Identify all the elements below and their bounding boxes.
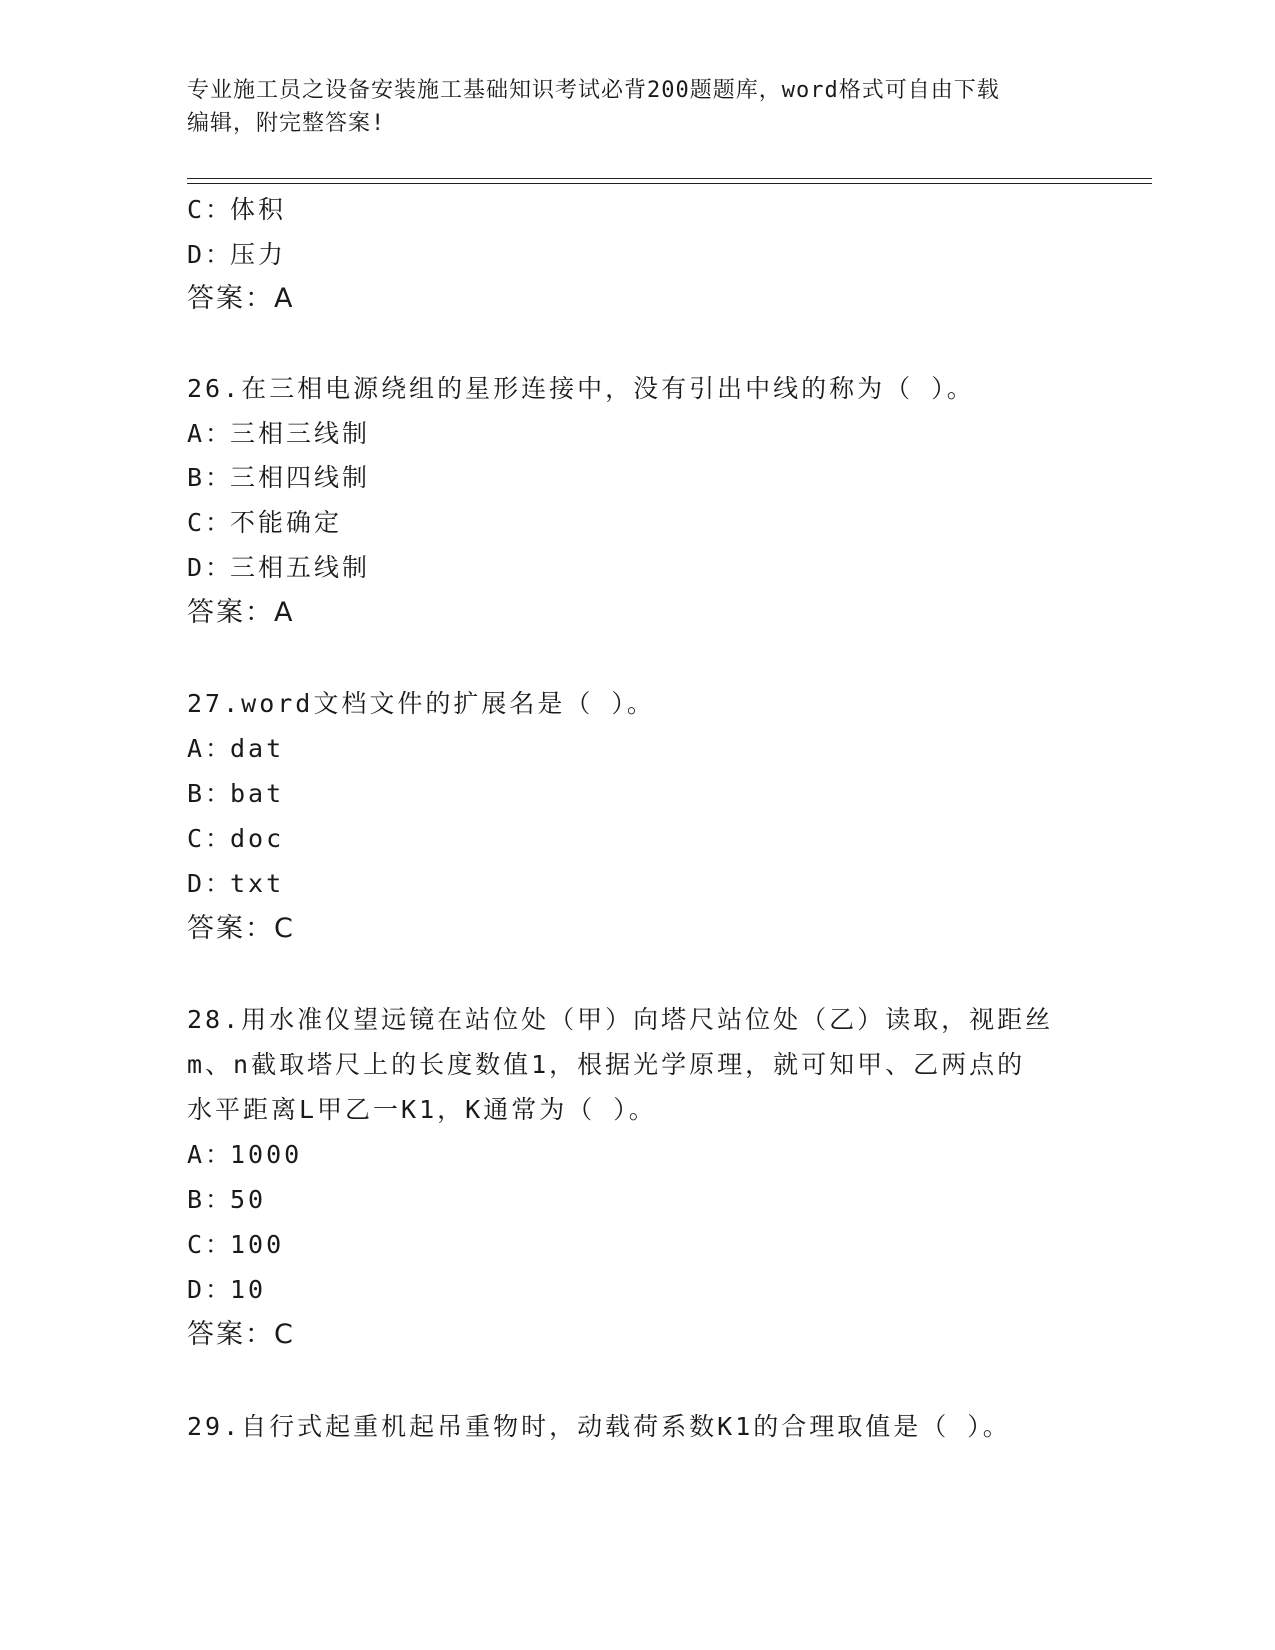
question-28-text-line-3: 水平距离L甲乙一K1，K通常为（ ）。	[187, 1095, 657, 1124]
prev-answer: 答案：A	[187, 283, 295, 314]
question-27-answer: 答案：C	[187, 913, 295, 944]
option-key: A：	[187, 419, 234, 448]
question-27-text: 27.word文档文件的扩展名是（ ）。	[187, 689, 655, 718]
option-text: 100	[230, 1230, 285, 1259]
option-text: 体积	[230, 195, 287, 224]
option-key: A：	[187, 734, 234, 763]
question-28-option-c	[187, 1230, 284, 1260]
header-divider-top	[187, 178, 1152, 179]
prev-option-c	[187, 195, 286, 225]
question-26-option-c	[187, 508, 342, 538]
option-key: B：	[187, 779, 234, 808]
option-text: 三相三线制	[230, 419, 371, 448]
option-text: 10	[230, 1275, 267, 1304]
document-header	[187, 74, 1067, 140]
question-28-text-line-1: 28.用水准仪望远镜在站位处（甲）向塔尺站位处（乙）读取，视距丝	[187, 1005, 1054, 1034]
option-key: D：	[187, 240, 234, 269]
header-title-line-2: 编辑，附完整答案!	[187, 111, 386, 136]
option-key: C：	[187, 1230, 234, 1259]
question-27-option-a	[187, 734, 284, 764]
option-key: D：	[187, 553, 234, 582]
question-28-text-line-2: m、n截取塔尺上的长度数值1，根据光学原理，就可知甲、乙两点的	[187, 1050, 1026, 1079]
option-text: 压力	[230, 240, 287, 269]
header-divider-bottom	[187, 183, 1152, 184]
question-26-answer: 答案：A	[187, 597, 295, 628]
header-title-line-1: 专业施工员之设备安装施工基础知识考试必背200题题库，word格式可自由下载	[187, 78, 1000, 103]
option-text: 不能确定	[230, 508, 343, 537]
question-27-option-b	[187, 779, 284, 809]
option-text: 1000	[230, 1140, 303, 1169]
option-key: A：	[187, 1140, 234, 1169]
option-text: dat	[230, 734, 285, 763]
question-27-option-d	[187, 869, 284, 899]
option-key: C：	[187, 824, 234, 853]
question-28-option-d	[187, 1275, 266, 1305]
option-text: 50	[230, 1185, 267, 1214]
option-text: doc	[230, 824, 285, 853]
question-26-option-a	[187, 419, 370, 449]
question-26-option-d	[187, 553, 370, 583]
option-key: B：	[187, 1185, 234, 1214]
option-text: 三相五线制	[230, 553, 371, 582]
question-27-option-c	[187, 824, 284, 854]
option-text: txt	[230, 869, 285, 898]
option-key: D：	[187, 1275, 234, 1304]
question-29-text: 29.自行式起重机起吊重物时，动载荷系数K1的合理取值是（ ）。	[187, 1412, 1011, 1441]
option-key: C：	[187, 508, 234, 537]
question-28-option-a	[187, 1140, 302, 1170]
question-26-text: 26.在三相电源绕组的星形连接中，没有引出中线的称为（ ）。	[187, 374, 975, 403]
prev-option-d	[187, 240, 286, 270]
option-key: B：	[187, 463, 234, 492]
option-text: 三相四线制	[230, 463, 371, 492]
option-key: D：	[187, 869, 234, 898]
question-28-answer: 答案：C	[187, 1319, 295, 1350]
option-key: C：	[187, 195, 234, 224]
question-26-option-b	[187, 463, 370, 493]
option-text: bat	[230, 779, 285, 808]
question-28-option-b	[187, 1185, 266, 1215]
